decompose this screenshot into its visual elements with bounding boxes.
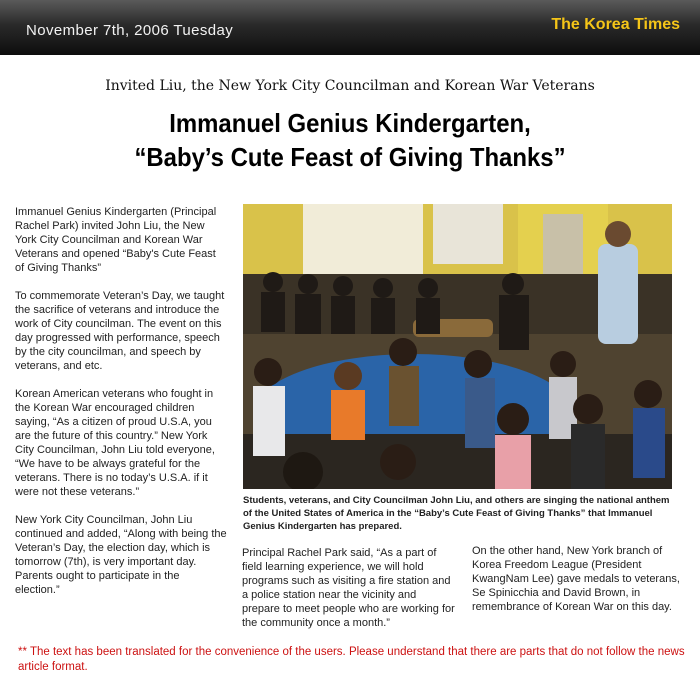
article-headline: [28, 106, 672, 174]
paragraph: Korean American veterans who fought in the Korean War encouraged children saying, “As a citizen of proud U.S.A, you are the future of this country.” New York City Councilman, John Liu told everyone, “We have to be always grateful for the veterans. There is no today’s U.S.A. if it were not these veterans.”: [15, 388, 215, 498]
classroom-photo-illustration: [243, 204, 672, 489]
paragraph: Immanuel Genius Kindergarten (Principal Rachel Park) invited John Liu, the New York City Councilman and Korean War Veterans and opened “Baby's Cute Feast of Giving Thanks”: [15, 206, 217, 274]
header-bar: [0, 0, 700, 55]
middle-column: [242, 546, 457, 644]
left-column: [15, 205, 227, 611]
paragraph: New York City Councilman, John Liu continued and added, “Along with being the Veteran’s Day, the election day, which is tomorrow (7th), is very important day. Parents ought to participate in the election.”: [15, 514, 227, 596]
article-photo: [243, 204, 672, 489]
paragraph: To commemorate Veteran’s Day, we taught the sacrifice of veterans and introduce the work of City councilman. The event on this day progressed with performance, speech by the city councilman, and speech by veterans, and etc.: [15, 290, 225, 372]
photo-caption: Students, veterans, and City Councilman John Liu, and others are singing the national anthem of the United States of America in the “Baby’s Cute Feast of Giving Thanks” that Immanuel Genius Kindergarten has prepared.: [243, 495, 670, 532]
publication-date: November 7th, 2006 Tuesday: [26, 22, 234, 39]
paragraph: Principal Rachel Park said, “As a part of field learning experience, we will hold programs such as visiting a fire station and a police station near the vicinity and prepare to meet people who are working for the community once a month.”: [242, 547, 455, 629]
publication-name: The Korea Times: [551, 16, 680, 33]
paragraph: On the other hand, New York branch of Korea Freedom League (President KwangNam Lee) gave medals to veterans, Se Spinicchia and David Brown, in remembrance of Korean War on this day.: [472, 545, 680, 613]
headline-line-2: “Baby’s Cute Feast of Giving Thanks”: [134, 142, 566, 172]
translation-note: ** The text has been translated for the convenience of the users. Please understand that there are parts that do not follow the news article format.: [18, 646, 685, 673]
article-subtitle: Invited Liu, the New York City Councilman and Korean War Veterans: [105, 78, 595, 94]
right-column: [472, 544, 680, 628]
headline-line-1: Immanuel Genius Kindergarten,: [169, 108, 531, 138]
